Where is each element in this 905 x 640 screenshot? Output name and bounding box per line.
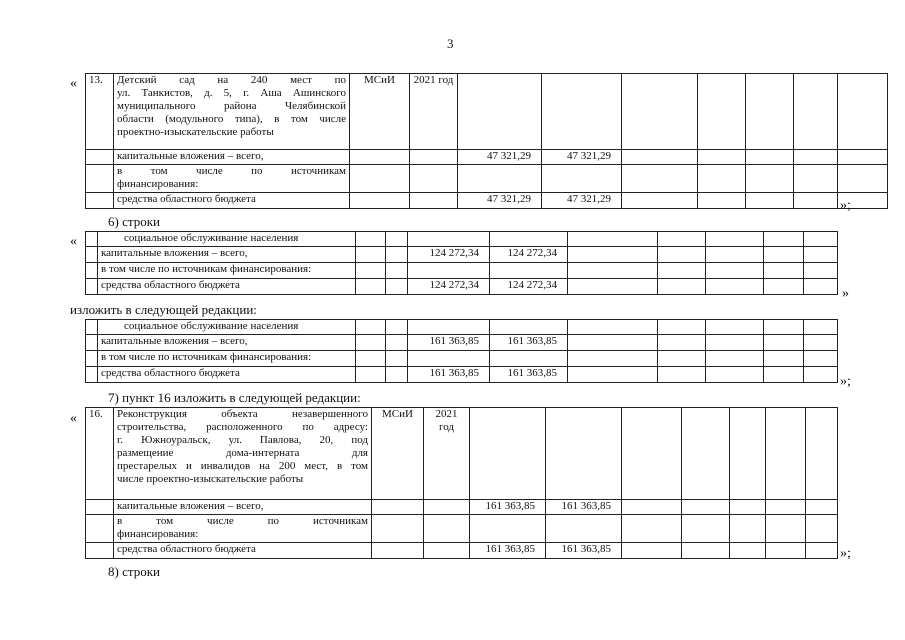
capital-value-1: 124 272,34: [408, 247, 490, 263]
heading-7: 7) пункт 16 изложить в следующей редакции:: [108, 390, 361, 405]
budget-value-1: 124 272,34: [408, 279, 490, 295]
row-incl-line: в том числе по источникам: [117, 515, 368, 527]
item-name-line: г. Южноуральск, ул. Павлова, 20, под: [117, 434, 368, 446]
row-budget-label: средства областного бюджета: [98, 279, 356, 295]
item-name-line: муниципального района Челябинской: [117, 100, 346, 112]
capital-value-2: 124 272,34: [490, 247, 568, 263]
row-incl-line: финансирования:: [117, 178, 199, 190]
budget-value-1: 161 363,85: [408, 367, 490, 383]
item-name-line: области (модульного типа), в том числе: [117, 113, 346, 125]
table-item-16: [85, 407, 838, 559]
item-org: МСиИ: [372, 408, 424, 500]
section-title: социальное обслуживание населения: [98, 232, 356, 247]
row-capital-label: капитальные вложения – всего,: [114, 500, 372, 515]
row-incl-line: финансирования:: [117, 528, 199, 540]
page-number: 3: [447, 36, 454, 51]
section-title: социальное обслуживание населения: [98, 320, 356, 335]
item-number: 16.: [86, 408, 114, 500]
open-quote: «: [70, 234, 77, 249]
open-quote: «: [70, 411, 77, 426]
budget-value-2: 47 321,29: [542, 193, 622, 209]
heading-8: 8) строки: [108, 564, 160, 579]
row-incl-label: [114, 165, 350, 193]
item-name-line: строительства, расположенного по адресу:: [117, 421, 368, 433]
row-incl-label: в том числе по источникам финансирования:: [98, 351, 356, 367]
budget-value-2: 161 363,85: [490, 367, 568, 383]
table-item-13: [85, 73, 888, 209]
item-name-line: Реконструкция объекта незавершенного: [117, 408, 368, 420]
capital-value-2: 47 321,29: [542, 150, 622, 165]
row-capital-label: капитальные вложения – всего,: [98, 247, 356, 263]
item-name-line: престарелых и инвалидов на 200 мест, в том: [117, 460, 368, 472]
close-quote: »: [842, 286, 849, 301]
row-incl-line: в том числе по источникам: [117, 165, 346, 177]
budget-value-1: 47 321,29: [458, 193, 542, 209]
capital-value-2: 161 363,85: [490, 335, 568, 351]
row-incl-label: [114, 515, 372, 543]
row-budget-label: средства областного бюджета: [114, 193, 350, 209]
budget-value-2: 124 272,34: [490, 279, 568, 295]
row-incl-label: в том числе по источникам финансирования:: [98, 263, 356, 279]
item-year: 2021 год: [424, 408, 470, 500]
open-quote: «: [70, 76, 77, 91]
capital-value-1: 161 363,85: [470, 500, 546, 515]
table-old-rows: [85, 231, 838, 295]
heading-6: 6) строки: [108, 214, 160, 229]
row-capital-label: капитальные вложения – всего,: [114, 150, 350, 165]
row-capital-label: капитальные вложения – всего,: [98, 335, 356, 351]
capital-value-1: 161 363,85: [408, 335, 490, 351]
item-name-line: ул. Танкистов, д. 5, г. Аша Ашинского: [117, 87, 346, 99]
item-number: 13.: [86, 74, 114, 150]
capital-value-1: 47 321,29: [458, 150, 542, 165]
item-name: [114, 408, 372, 500]
item-year: 2021 год: [410, 74, 458, 150]
heading-edit: изложить в следующей редакции:: [70, 302, 257, 317]
budget-value-1: 161 363,85: [470, 543, 546, 559]
item-org: МСиИ: [350, 74, 410, 150]
item-name-line: размещение дома-интерната для: [117, 447, 368, 459]
close-quote: »;: [840, 546, 851, 561]
budget-value-2: 161 363,85: [546, 543, 622, 559]
table-new-rows: [85, 319, 838, 383]
close-quote: »;: [840, 198, 851, 213]
item-name-line: проектно-изыскательские работы: [117, 126, 274, 138]
row-budget-label: средства областного бюджета: [114, 543, 372, 559]
row-budget-label: средства областного бюджета: [98, 367, 356, 383]
item-name: [114, 74, 350, 150]
item-name-line: Детский сад на 240 мест по: [117, 74, 346, 86]
close-quote: »;: [840, 374, 851, 389]
capital-value-2: 161 363,85: [546, 500, 622, 515]
item-name-line: числе проектно-изыскательские работы: [117, 473, 304, 485]
